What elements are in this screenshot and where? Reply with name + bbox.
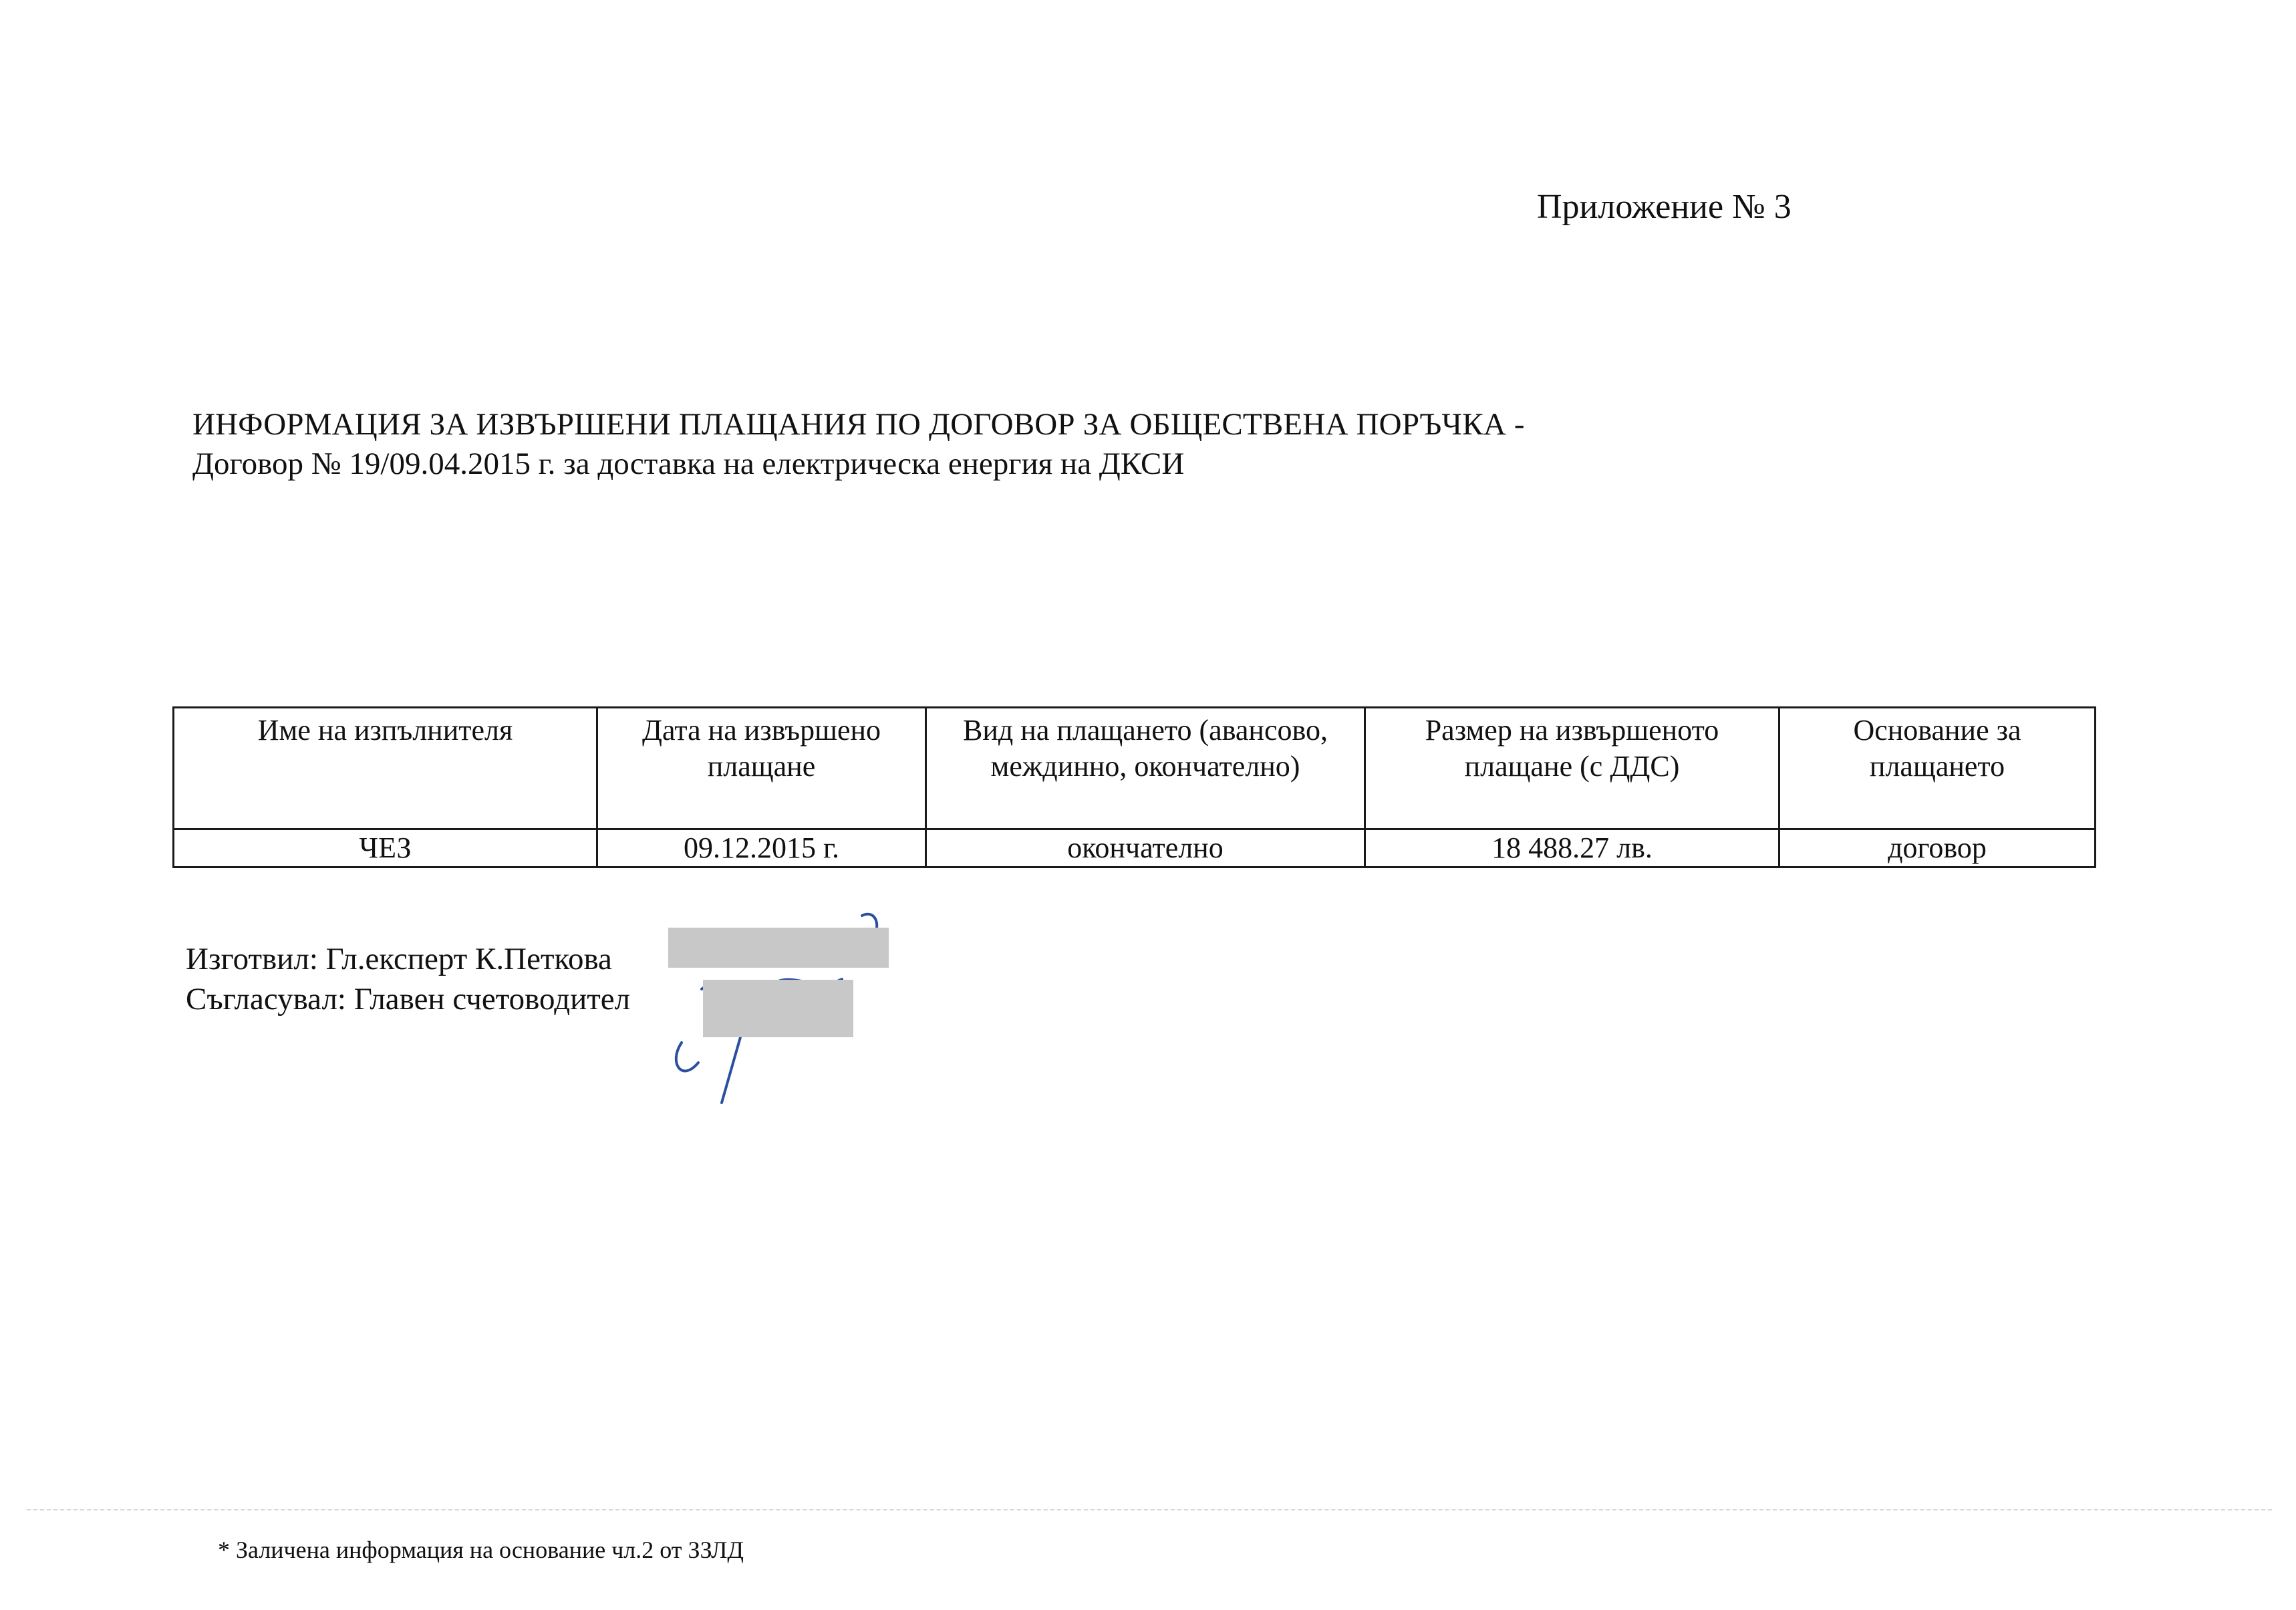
header-payment-amount: Размер на извършеното плащане (с ДДС) (1365, 708, 1779, 829)
footer-divider (27, 1509, 2272, 1510)
redaction-footnote: * Заличена информация на основание чл.2 от ЗЗЛД (218, 1536, 744, 1563)
header-payment-type: Вид на плащането (авансово, междинно, окончателно) (926, 708, 1365, 829)
document-subtitle: Договор № 19/09.04.2015 г. за доставка на електрическа енергия на ДКСИ (192, 446, 1185, 481)
header-payment-date: Дата на извършено плащане (597, 708, 926, 829)
cell-payment-amount: 18 488.27 лв. (1365, 829, 1779, 867)
cell-payment-type: окончателно (926, 829, 1365, 867)
redaction-box-agreed (703, 980, 853, 1037)
cell-contractor: ЧЕЗ (174, 829, 597, 867)
table-header-row (174, 708, 2096, 829)
cell-payment-date: 09.12.2015 г. (597, 829, 926, 867)
redaction-box-prepared (668, 928, 889, 968)
table-row (174, 829, 2096, 867)
payments-table (172, 706, 2096, 868)
agreed-by-line: Съгласувал: Главен счетоводител (186, 982, 631, 1017)
header-payment-basis: Основание за плащането (1779, 708, 2096, 829)
document-title: ИНФОРМАЦИЯ ЗА ИЗВЪРШЕНИ ПЛАЩАНИЯ ПО ДОГОВОР ЗА ОБЩЕСТВЕНА ПОРЪЧКА - (192, 407, 1525, 442)
prepared-by-line: Изготвил: Гл.експерт К.Петкова (186, 942, 612, 976)
cell-payment-basis: договор (1779, 829, 2096, 867)
appendix-label: Приложение № 3 (1537, 188, 1791, 226)
header-contractor: Име на изпълнителя (174, 708, 597, 829)
